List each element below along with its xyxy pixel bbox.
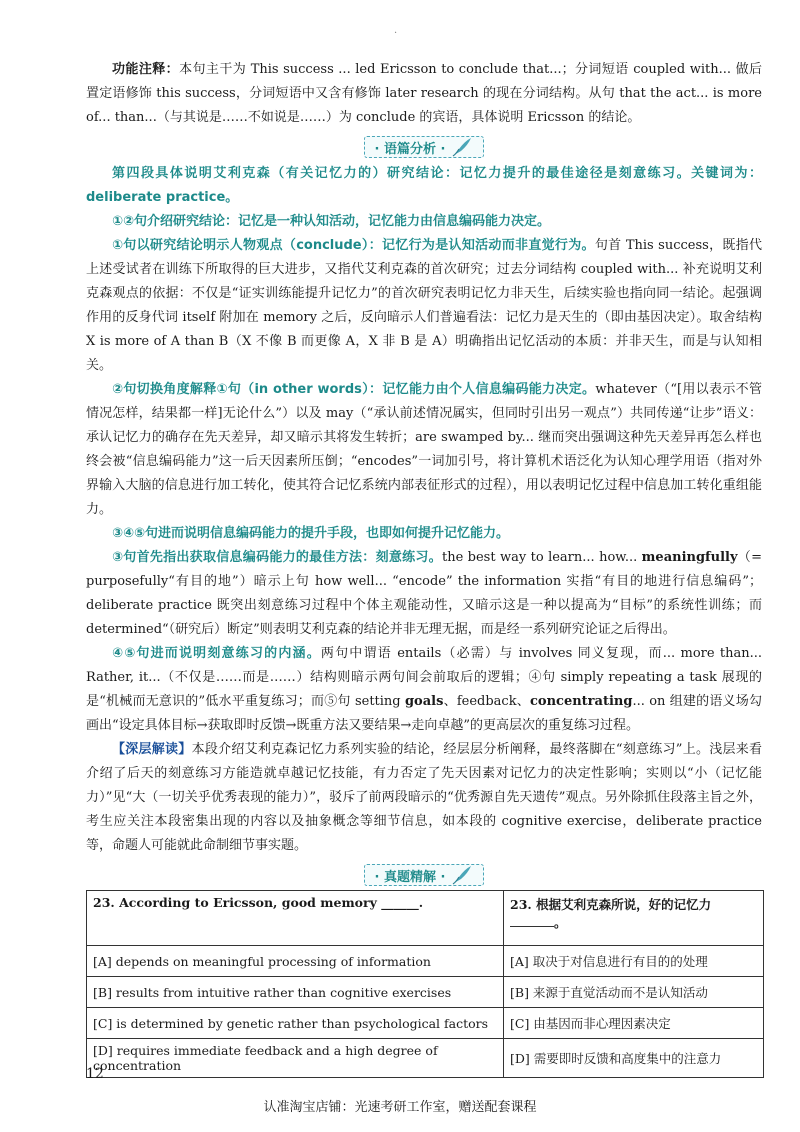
analysis-4-body-c: ... on 组建的语义场勾画出“设定具体目标→获取即时反馈→既重方法又要结果→走向卓越”的更高层次的重复练习过程。	[86, 694, 762, 733]
analysis-sentence-3	[86, 546, 762, 642]
quill-icon	[451, 865, 473, 885]
analysis-1-body: 句首 This success，既指代上述受试者在训练下所取得的巨大进步，又指代艾利克森的首次研究；过去分词结构 coupled with... 补充说明艾利克森观点的依据：不仅是“证实训练能提升记忆力”的首次研究表明记忆力非天生，后续实验也指向同一结论。起强调作用的反身代词 itself 附加在 memory 之后，反向暗示人们普遍看法：记忆力是天生的（即由基因决定）。取舍结构 X is more of A than B（X 不像 B 而更像 A，X 非 B 是 A）明确指出记忆活动的本质：并非天生，而是与认知相关。	[86, 238, 762, 373]
analysis-1-head: ①句以研究结论明示人物观点（conclude）：记忆行为是认知活动而非直觉行为。	[112, 238, 595, 253]
analysis-4-bold-goals: goals	[404, 694, 444, 709]
stem-zh-end: 。	[554, 915, 567, 930]
analysis-sentence-4	[86, 642, 762, 738]
analysis-4-body-b: 、feedback、	[443, 694, 530, 709]
answer-blank	[510, 914, 554, 927]
analysis-2-body: whatever（“[用以表示不管情况怎样，结果都一样]无论什么”）以及 may（“承认前述情况属实，但同时引出另一观点”）共同传递“让步”语义：承认记忆力的确存在先天差异，却又暗示其将发生转折；are swamped by... 继而突出强调这种先天差异再怎么样也终会被“信息编码能力”这一后天因素所压倒；“encodes”一词加引号，将计算机术语泛化为认知心理学用语（指对外界输入大脑的信息进行加工转化，使其符合记忆系统内部表征形式的过程），用以表明记忆过程中信息加工转化重组能力。	[86, 382, 762, 517]
option-d-zh: [D] 需要即时反馈和高度集中的注意力	[504, 1039, 764, 1078]
function-annotation	[86, 58, 762, 130]
page-number: 12	[86, 1066, 104, 1082]
analysis-3-body-b: （= purposefully“有目的地”）暗示上句 how well... “encode” the information 实指“有目的地进行信息编码”；deliberate practice 既突出刻意练习过程中个体主观能动性，又暗示这是一种以提高为“目标”的系统性训练；而 determined“（研究后）断定”则表明艾利克森的结论并非无理无据，而是经一系列研究论证之后得出。	[86, 550, 762, 637]
subheading-2: ③④⑤句进而说明信息编码能力的提升手段，也即如何提升记忆能力。	[112, 526, 510, 541]
option-row	[87, 977, 764, 1008]
annotation-label: 功能注释：	[112, 62, 180, 77]
question-table	[86, 890, 764, 1078]
option-b-en: [B] results from intuitive rather than cognitive exercises	[87, 977, 504, 1008]
question-stem-en: 23. According to Ericsson, good memory ______.	[87, 891, 504, 946]
section-title: · 真题精解 ·	[374, 869, 446, 885]
analysis-3-head: ③句首先指出获取信息编码能力的最佳方法：刻意练习。	[112, 550, 442, 565]
top-dot: ·	[394, 28, 398, 39]
subheading-1: ①②句介绍研究结论：记忆是一种认知活动，记忆能力由信息编码能力决定。	[112, 214, 551, 229]
annotation-text: 本句主干为 This success ... led Ericsson to conclude that...；分词短语 coupled with... 做后置定语修饰 this success，分词短语中又含有修饰 later research 的现在分词结构。从句 that the act... is more of... than...（与其说是……不如说是……）为 conclude 的宾语，具体说明 Ericsson 的结论。	[86, 62, 762, 125]
option-c-zh: [C] 由基因而非心理因素决定	[504, 1008, 764, 1039]
footer-text: 认准淘宝店铺：光速考研工作室，赠送配套课程	[263, 1100, 537, 1115]
deep-reading	[86, 738, 762, 858]
quill-icon	[451, 137, 473, 157]
analysis-3-body-a: the best way to learn... how...	[441, 550, 642, 565]
analysis-4-bold-concentrating: concentrating	[530, 694, 633, 709]
analysis-sentence-1	[86, 234, 762, 378]
section-header-discourse	[86, 136, 762, 158]
section-pill	[364, 136, 485, 158]
section-header-questions	[86, 864, 762, 886]
option-a-zh: [A] 取决于对信息进行有目的的处理	[504, 946, 764, 977]
deep-reading-text: 本段介绍艾利克森记忆力系列实验的结论，经层层分析阐释，最终落脚在“刻意练习”上。浅层来看介绍了后天的刻意练习方能造就卓越记忆技能，有力否定了先天因素对记忆力的决定性影响；实则以“小（记忆能力）”见“大（一切关乎优秀表现的能力）”，驳斥了前两段暗示的“优秀源自先天遗传”观点。另外除抓住段落主旨之外，考生应关注本段密集出现的内容以及抽象概念等细节信息，如本段的 cognitive exercise，deliberate practice 等，命题人可能就此命制细节事实题。	[86, 742, 762, 853]
option-row	[87, 946, 764, 977]
question-stem-row	[87, 891, 764, 946]
option-b-zh: [B] 来源于直觉活动而不是认知活动	[504, 977, 764, 1008]
analysis-3-bold: meaningfully	[641, 550, 738, 565]
paragraph-intro: 第四段具体说明艾利克森（有关记忆力的）研究结论：记忆力提升的最佳途径是刻意练习。关键词为：deliberate practice。	[86, 166, 762, 205]
option-row	[87, 1039, 764, 1078]
analysis-4-head: ④⑤句进而说明刻意练习的内涵。	[112, 646, 321, 661]
page-content	[86, 58, 762, 1078]
analysis-4-body-a: 两句中谓语 entails（必需）与 involves 同义复现，而... more than... Rather, it...（不仅是……而是……）结构则暗示两句间会前取后的逻辑；④句 simply repeating a task 展现的是“机械而无意识的”低水平重复练习；而⑤句 setting	[86, 646, 763, 709]
section-pill	[364, 864, 485, 886]
option-d-en: [D] requires immediate feedback and a high degree of concentration	[87, 1039, 504, 1078]
stem-zh-text: 23. 根据艾利克森所说，好的记忆力	[510, 897, 712, 912]
option-row	[87, 1008, 764, 1039]
section-title: · 语篇分析 ·	[374, 141, 446, 157]
option-a-en: [A] depends on meaningful processing of information	[87, 946, 504, 977]
deep-reading-label: 【深层解读】	[112, 742, 192, 757]
analysis-2-head: ②句切换角度解释①句（in other words）：记忆能力由个人信息编码能力决定。	[112, 382, 596, 397]
analysis-sentence-2	[86, 378, 762, 522]
question-stem-zh	[504, 891, 764, 946]
option-c-en: [C] is determined by genetic rather than psychological factors	[87, 1008, 504, 1039]
